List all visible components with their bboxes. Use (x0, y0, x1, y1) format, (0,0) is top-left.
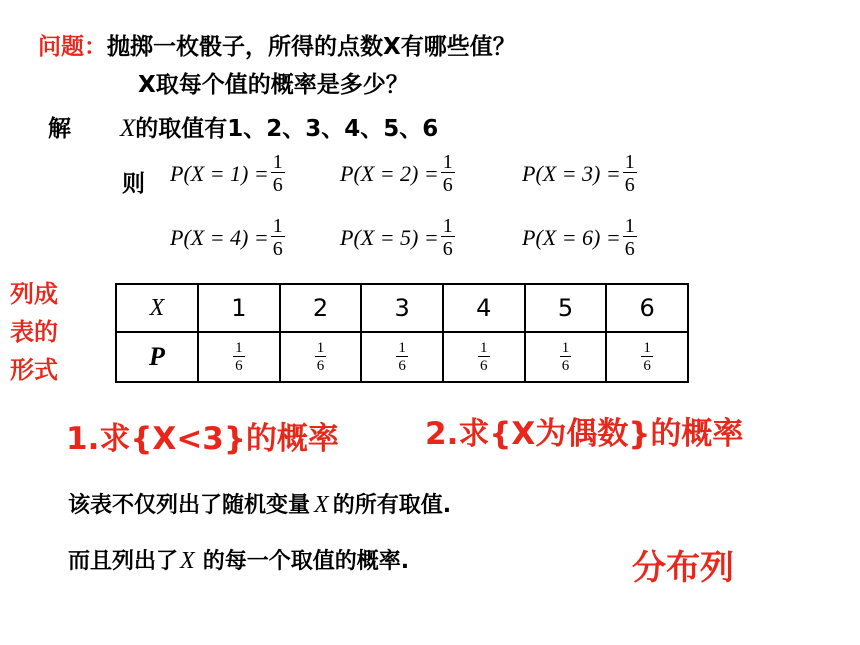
p-value-cell (443, 332, 525, 382)
table-row-p (116, 332, 688, 382)
fraction-den: 6 (442, 238, 453, 260)
fraction-den: 6 (272, 174, 283, 196)
prob-lhs: P(X = 4) = (170, 224, 269, 250)
prob-fraction (441, 216, 455, 259)
fraction-den: 6 (561, 357, 570, 374)
note-var: X (180, 548, 195, 574)
prob-fraction (271, 216, 285, 259)
question-line-2: X取每个值的概率是多少？ (138, 72, 409, 98)
side-label-line: 形式 (10, 356, 58, 384)
question-line-1 (38, 28, 516, 61)
prob-expr-6 (522, 216, 637, 259)
fraction-num: 1 (624, 151, 635, 173)
p-header: P (116, 332, 198, 382)
distribution-table (115, 283, 689, 383)
prob-lhs: P(X = 2) = (340, 160, 439, 186)
p-fraction (396, 341, 408, 374)
p-value-cell (198, 332, 280, 382)
note-line-2 (68, 544, 409, 575)
question-text-1: 抛掷一枚骰子，所得的点数X有哪些值？ (107, 34, 516, 60)
solution-then: 则 (122, 171, 145, 197)
prob-fraction (623, 216, 637, 259)
x-value-cell: 1 (198, 284, 280, 332)
prob-expr-3 (522, 152, 637, 195)
fraction-num: 1 (272, 215, 283, 237)
note-text: 而且列出了 (68, 549, 179, 574)
prob-lhs: P(X = 6) = (522, 224, 621, 250)
fraction-num: 1 (235, 339, 243, 356)
prob-lhs: P(X = 5) = (340, 224, 439, 250)
fraction-num: 1 (561, 339, 570, 356)
solution-values-line (120, 110, 438, 143)
prob-expr-1 (170, 152, 285, 195)
fraction-den: 6 (643, 357, 651, 374)
fraction-num: 1 (643, 339, 651, 356)
prob-lhs: P(X = 1) = (170, 160, 269, 186)
task-2: 2.求{X为偶数}的概率 (425, 416, 744, 452)
fraction-num: 1 (398, 339, 406, 356)
p-fraction (641, 341, 653, 374)
side-label (10, 275, 58, 389)
table-row-x (116, 284, 688, 332)
p-fraction (315, 341, 327, 374)
fraction-den: 6 (624, 174, 635, 196)
prob-expr-5 (340, 216, 455, 259)
side-label-line: 列成 (10, 280, 58, 308)
fraction-den: 6 (624, 238, 635, 260)
x-value-cell: 3 (361, 284, 443, 332)
p-fraction (478, 341, 490, 374)
side-label-line: 表的 (10, 318, 58, 346)
note-text: 该表不仅列出了随机变量 (68, 493, 311, 518)
solution-var: X (120, 115, 136, 142)
prob-fraction (441, 152, 455, 195)
x-header: X (116, 284, 198, 332)
note-text: 的每一个取值的概率. (202, 549, 410, 574)
fraction-den: 6 (316, 357, 325, 374)
fraction-num: 1 (442, 215, 453, 237)
fraction-num: 1 (272, 151, 283, 173)
fraction-den: 6 (442, 174, 453, 196)
fraction-num: 1 (480, 339, 488, 356)
fraction-den: 6 (480, 357, 488, 374)
prob-fraction (271, 152, 285, 195)
question-label: 问题： (38, 34, 107, 60)
fraction-num: 1 (316, 339, 325, 356)
fraction-den: 6 (272, 238, 283, 260)
note-line-1 (68, 488, 451, 519)
note-text: 的所有取值. (332, 493, 452, 518)
x-value-cell: 4 (443, 284, 525, 332)
x-value-cell: 5 (525, 284, 607, 332)
prob-expr-4 (170, 216, 285, 259)
p-value-cell (525, 332, 607, 382)
p-value-cell (361, 332, 443, 382)
x-value-cell: 2 (280, 284, 362, 332)
fraction-den: 6 (398, 357, 406, 374)
note-var: X (314, 492, 329, 518)
p-value-cell (280, 332, 362, 382)
prob-expr-2 (340, 152, 455, 195)
prob-lhs: P(X = 3) = (522, 160, 621, 186)
x-value-cell: 6 (606, 284, 688, 332)
distribution-term: 分布列 (632, 548, 734, 588)
prob-fraction (623, 152, 637, 195)
fraction-num: 1 (442, 151, 453, 173)
p-fraction (560, 341, 572, 374)
task-1: 1.求{X<3}的概率 (66, 421, 339, 457)
fraction-num: 1 (624, 215, 635, 237)
p-fraction (233, 341, 245, 374)
fraction-den: 6 (235, 357, 243, 374)
p-value-cell (606, 332, 688, 382)
solution-values-text: 的取值有1、2、3、4、5、6 (135, 116, 439, 142)
solution-label: 解 (48, 116, 71, 142)
